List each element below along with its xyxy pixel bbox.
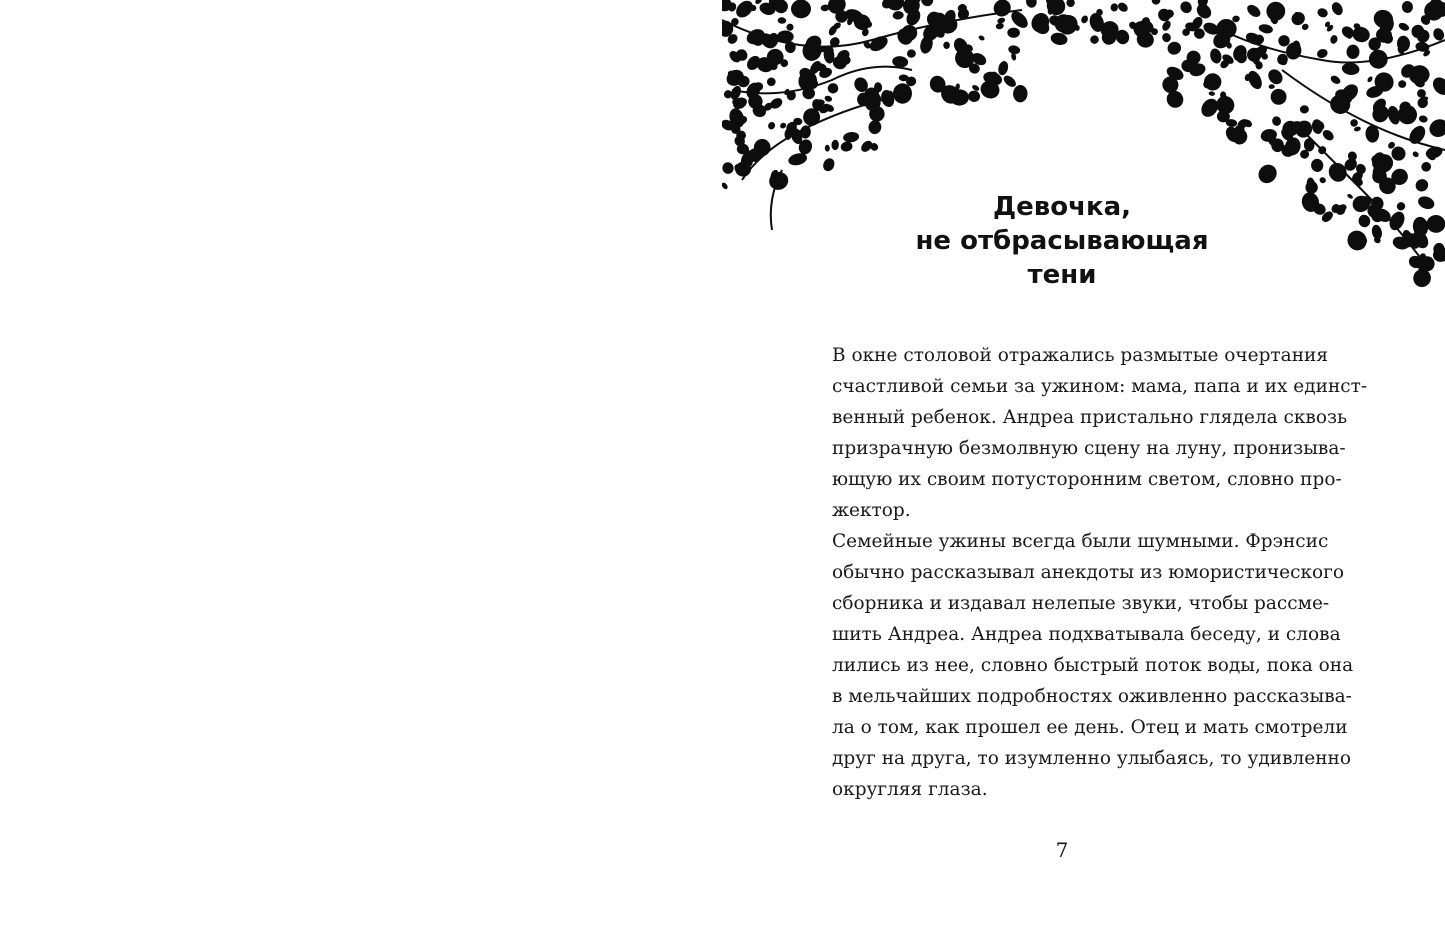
leaf-shape [786,23,794,31]
leaf-shape [1430,74,1445,98]
leaf-shape [1300,105,1309,114]
text-line: Семейные ужины всегда были шумными. Фрэнсис [832,531,1329,552]
leaf-shape [1002,73,1018,89]
leaf-shape [840,141,853,153]
leaf-shape [1421,162,1432,172]
leaf-shape [1013,85,1028,103]
leaf-shape [867,119,882,135]
leaf-shape [1304,180,1318,195]
leaf-shape [990,0,1014,20]
text-line: призрачную безмолвную сцену на луну, пронизыва- [832,438,1346,459]
leaf-shape [1426,214,1445,233]
leaf-shape [997,60,1010,76]
leaf-shape [1371,224,1384,241]
leaf-shape [1329,74,1342,86]
leaf-shape [1349,118,1358,127]
leaf-shape [1316,7,1329,19]
leaf-shape [1366,75,1373,83]
leaf-shape [1398,80,1407,88]
leaf-shape [1025,0,1037,8]
leaf-shape [825,145,830,152]
chapter-title [872,190,1252,292]
leaf-shape [1346,44,1360,59]
text-line: обычно рассказывал анекдоты из юмористического [832,562,1345,583]
leaf-shape [1344,227,1370,253]
leaf-shape [978,35,986,42]
leaf-shape [843,131,860,143]
paragraph-1 [808,340,1368,526]
leaf-shape [893,83,912,103]
leaf-shape [722,161,735,176]
leaf-shape [907,49,916,58]
leaf-shape [1412,150,1420,158]
chapter-title-line-1: Девочка, [992,192,1132,222]
leaf-shape [1397,21,1410,32]
leaf-shape [779,122,787,130]
paragraph-2 [808,526,1354,805]
right-page [722,0,1445,935]
leaf-shape [1151,0,1161,5]
leaf-shape [1007,27,1020,37]
leaf-shape [824,95,833,103]
leaf-shape [1321,128,1336,143]
leaf-shape [1065,0,1075,8]
text-line: сборника и издавал нелепые звуки, чтобы рассме- [832,593,1330,614]
text-line: шить Андреа. Андреа подхватывала беседу, и слова [832,624,1341,645]
chapter-title-line-2: не отбрасывающая [915,226,1209,256]
leaf-shape [1316,48,1329,60]
leaf-shape [1161,19,1173,32]
leaf-shape [1258,23,1274,35]
leaf-shape [1080,14,1089,24]
leaf-shape [1341,62,1360,76]
text-line: венный ребенок. Андреа пристально глядела сквозь [832,407,1348,428]
leaf-shape [1161,32,1172,44]
leaf-shape [1310,158,1324,173]
leaf-shape [1401,1,1413,14]
leaf-shape [1110,2,1119,12]
leaf-shape [831,140,839,151]
chapter-body-text [808,340,1368,805]
leaf-shape [722,181,729,190]
chapter-title-line-3: тени [1027,260,1097,290]
leaf-shape [1358,214,1371,228]
page-number: 7 [1055,838,1069,862]
leaf-shape [1268,84,1274,89]
leaf-shape [919,0,936,8]
leaf-shape [791,0,812,19]
leaf-shape [1416,194,1436,211]
text-line: счастливой семьи за ужином: мама, папа и их единст- [832,376,1368,397]
leaf-shape [1330,0,1345,17]
leaf-shape [1208,91,1215,96]
leaf-shape [1267,86,1289,108]
leaf-shape [767,169,791,192]
leaf-shape [967,89,981,103]
text-line: жектор. [832,500,911,521]
leaf-shape [1245,2,1263,19]
leaf-shape [777,17,786,24]
leaf-shape [1203,72,1223,92]
text-line: друг на друга, то изумленно улыбаясь, то удивленно [832,748,1352,769]
leaf-shape [765,76,777,88]
leaf-shape [1413,177,1431,194]
leaf-shape [1426,116,1445,140]
text-line: округляя глаза. [832,779,988,800]
leaf-shape [1271,115,1283,127]
leaf-shape [1395,201,1406,212]
left-page-blank [0,0,722,935]
text-line: ющую их своим потусторонним светом, словно про- [832,469,1342,490]
text-line: В окне столовой отражались размытые очертания [832,345,1329,366]
leaf-shape [1166,40,1183,57]
leaf-shape [1329,34,1338,45]
leaf-shape [1301,22,1310,31]
text-line: ла о том, как прошел ее день. Отец и мать смотрели [832,717,1348,738]
leaf-shape [943,42,950,50]
leaf-shape [1209,47,1223,64]
leaf-shape [1116,1,1129,14]
leaf-shape [1255,161,1281,187]
leaf-shape [997,17,1006,25]
leaf-shape [821,156,836,173]
leaf-shape [1292,117,1315,141]
leaf-shape [1089,35,1099,45]
leaf-shape [1351,25,1372,44]
text-line: в мельчайших подробностях оживленно рассказыва- [832,686,1352,707]
leaf-shape [1418,115,1428,124]
leaf-shape [1319,176,1327,184]
leaf-shape [1353,126,1361,132]
leaf-shape [892,11,904,20]
text-line: лились из нее, словно быстрый поток воды, пока она [832,655,1354,676]
leaf-shape [828,83,839,94]
leaf-shape [1178,0,1194,15]
leaf-shape [1346,193,1353,200]
leaf-shape [767,121,776,131]
